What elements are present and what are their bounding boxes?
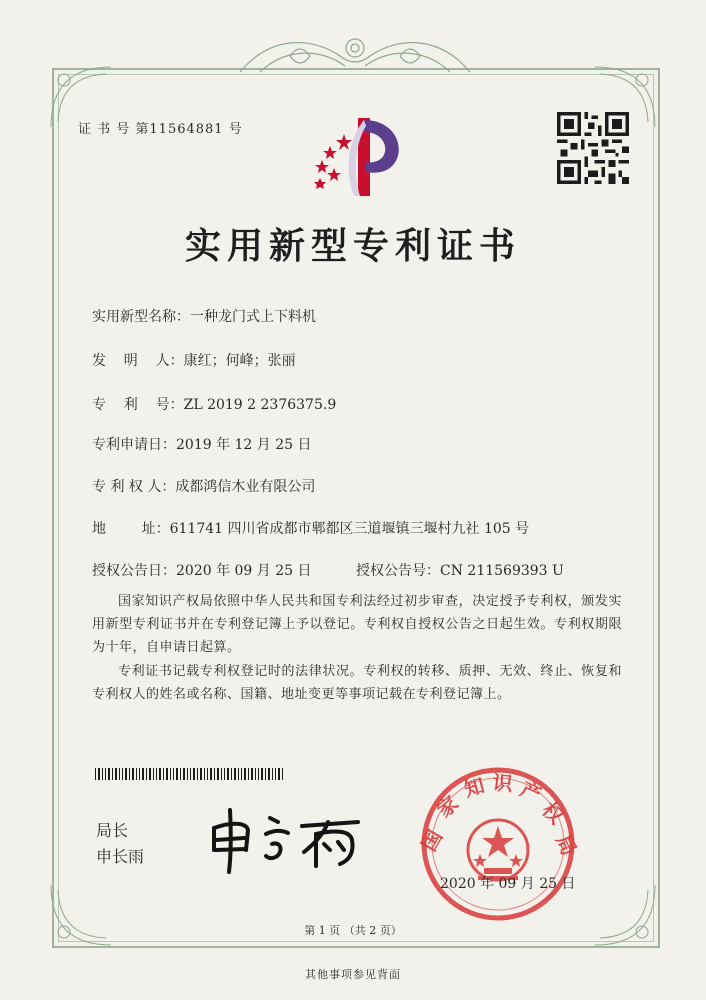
seal-char: 国 (416, 825, 448, 856)
field-value: 2019 年 12 月 25 日 (176, 437, 312, 453)
field-value: 康红；何峰；张丽 (183, 353, 296, 369)
field-grant-date (92, 560, 312, 580)
certificate-number: 证 书 号 第11564881 号 (78, 122, 243, 137)
corner-ornament-icon (46, 880, 116, 950)
field-label: 授权公告号： (356, 563, 440, 579)
certificate-title: 实用新型专利证书 (184, 225, 521, 267)
field-filing-date (92, 434, 312, 454)
director-title: 局长 (96, 821, 129, 840)
seal-char: 识 (491, 770, 514, 796)
page-number: 第 1 页 （共 2 页） (304, 924, 402, 937)
seal-char: 权 (537, 797, 569, 829)
field-label: 授权公告日： (92, 563, 176, 579)
field-inventor (92, 350, 296, 370)
field-label: 实用新型名称： (92, 309, 190, 325)
barcode-icon (95, 768, 285, 780)
seal-char: 产 (516, 776, 546, 807)
issue-date: 2020 年 09 月 25 日 (440, 876, 576, 892)
field-patentee (92, 476, 315, 496)
field-label: 地 址： (92, 521, 170, 537)
certificate-paragraph: 专利证书记载专利权登记时的法律状况。专利权的转移、质押、无效、终止、恢复和专利权人的姓名或名称、国籍、地址变更等事项记载在专利登记簿上。 (92, 664, 622, 702)
certificate-paragraph: 国家知识产权局依照中华人民共和国专利法经过初步审查，决定授予专利权，颁发实用新型专利证书并在专利登记簿上予以登记。专利权自授权公告之日起生效。专利权期限为十年，自申请日起算。 (92, 594, 622, 655)
corner-ornament-icon (590, 880, 660, 950)
field-value: 一种龙门式上下料机 (190, 309, 316, 325)
field-value: CN 211569393 U (440, 563, 564, 579)
director-signature-icon (200, 800, 370, 875)
seal-char: 局 (551, 830, 582, 860)
field-label: 专 利 权 人： (92, 479, 176, 495)
field-label: 专利申请日： (92, 437, 176, 453)
field-value: 611741 四川省成都市郫都区三道堰镇三堰村九社 105 号 (169, 521, 530, 537)
field-grant-number (356, 560, 564, 580)
field-address (92, 518, 529, 538)
official-seal-icon (416, 764, 582, 924)
field-value: 2020 年 09 月 25 日 (176, 563, 312, 579)
director-name: 申长雨 (96, 847, 145, 866)
field-label: 发 明 人： (92, 353, 184, 369)
field-label: 专 利 号： (92, 397, 184, 413)
top-ornament-icon (230, 26, 480, 78)
qr-code-icon (557, 112, 629, 184)
field-value: 成都鸿信木业有限公司 (175, 479, 316, 495)
patent-office-logo-icon (300, 110, 410, 200)
seal-char: 知 (461, 773, 487, 802)
field-utility-model-name (92, 306, 316, 326)
field-patent-number (92, 394, 336, 414)
field-value: ZL 2019 2 2376375.9 (183, 397, 337, 413)
footer-note: 其他事项参见背面 (305, 968, 401, 981)
seal-char: 家 (432, 791, 463, 823)
